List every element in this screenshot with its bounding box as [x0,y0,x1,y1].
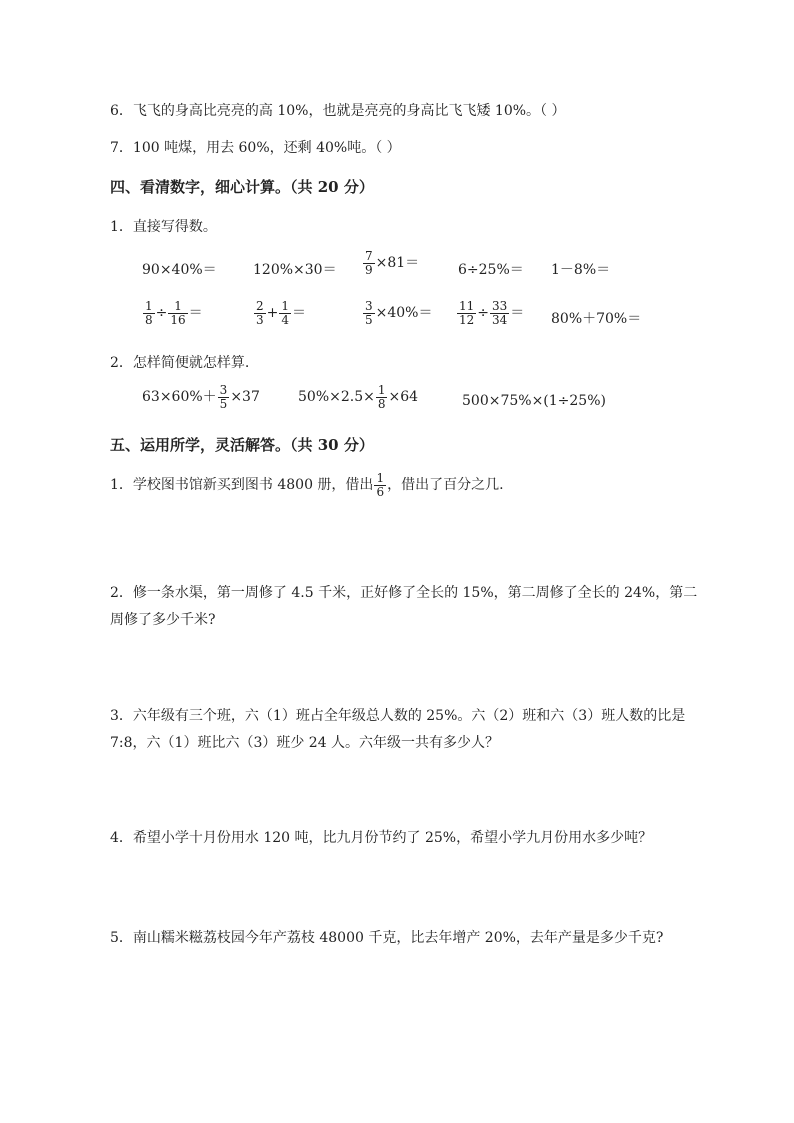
calc-2-1: $\frac{1}{8}$ ÷ $\frac{1}{16}$ ＝ [145,299,203,327]
simplify-3: 500×75%×(1÷25%) [462,393,606,409]
calc-2-5: 80%＋70%＝ [551,311,642,327]
fraction: $\frac{1}{16}$ [170,299,186,327]
calc-1-5: 1－8%＝ [551,262,611,278]
calc-2-3: $\frac{3}{5}$ ×40%＝ [365,299,433,327]
section4-q1-label: 1．直接写得数。 [110,219,217,235]
fraction: $\frac{11}{12}$ [459,299,475,327]
section5-heading: 五、运用所学，灵活解答。（共 30 分） [110,436,374,454]
fraction: $\frac{3}{5}$ [219,383,228,411]
section4-q2-label: 2．怎样简便就怎样算. [110,355,250,371]
calc-1-2: 120%×30＝ [253,262,337,278]
judge-item-6: 6．飞飞的身高比亮亮的高 10%，也就是亮亮的身高比飞飞矮 10%。（ ） [110,103,566,119]
simplify-1: 63×60%＋ $\frac{3}{5}$ ×37 [142,383,260,411]
fraction: $\frac{1}{4}$ [281,299,290,327]
calc-2-4: $\frac{11}{12}$ ÷ $\frac{33}{34}$ ＝ [459,299,525,327]
fraction: $\frac{33}{34}$ [492,299,508,327]
judge-item-7: 7．100 吨煤，用去 60%，还剩 40%吨。（ ） [110,140,401,156]
fraction: $\frac{7}{9}$ [365,249,373,277]
problem-3: 3．六年级有三个班，六（1）班占全年级总人数的 25%。六（2）班和六（3）班人数的比是 7:8，六（1）班比六（3）班少 24 人。六年级一共有多少人？ [110,708,686,751]
calc-2-2: $\frac{2}{3}$ + $\frac{1}{4}$ ＝ [256,299,307,327]
fraction: $\frac{3}{5}$ [365,299,373,327]
simplify-2: 50%×2.5× $\frac{1}{8}$ ×64 [298,383,419,411]
problem-5: 5．南山糯米糍荔枝园今年产荔枝 48000 千克，比去年增产 20%，去年产量是多少千克? [110,930,664,946]
problem-2: 2．修一条水渠，第一周修了 4.5 千米，正好修了全长的 15%，第二周修了全长的 24%，第二周修了多少千米? [110,585,698,628]
fraction: $\frac{1}{8}$ [377,383,386,411]
fraction: $\frac{1}{6}$ [376,471,385,499]
calc-1-4: 6÷25%＝ [458,262,524,278]
section4-heading: 四、看清数字，细心计算。（共 20 分） [110,178,374,196]
problem-4: 4．希望小学十月份用水 120 吨，比九月份节约了 25%，希望小学九月份用水多少吨？ [110,830,653,846]
fraction: $\frac{1}{8}$ [145,299,153,327]
calc-1-1: 90×40%＝ [142,262,217,278]
problem-1: 1．学校图书馆新买到图书 4800 册，借出 $\frac{1}{6}$ ，借出了百分之几. [110,471,504,499]
fraction: $\frac{2}{3}$ [256,299,264,327]
calc-1-3: $\frac{7}{9}$ ×81＝ [365,249,420,277]
